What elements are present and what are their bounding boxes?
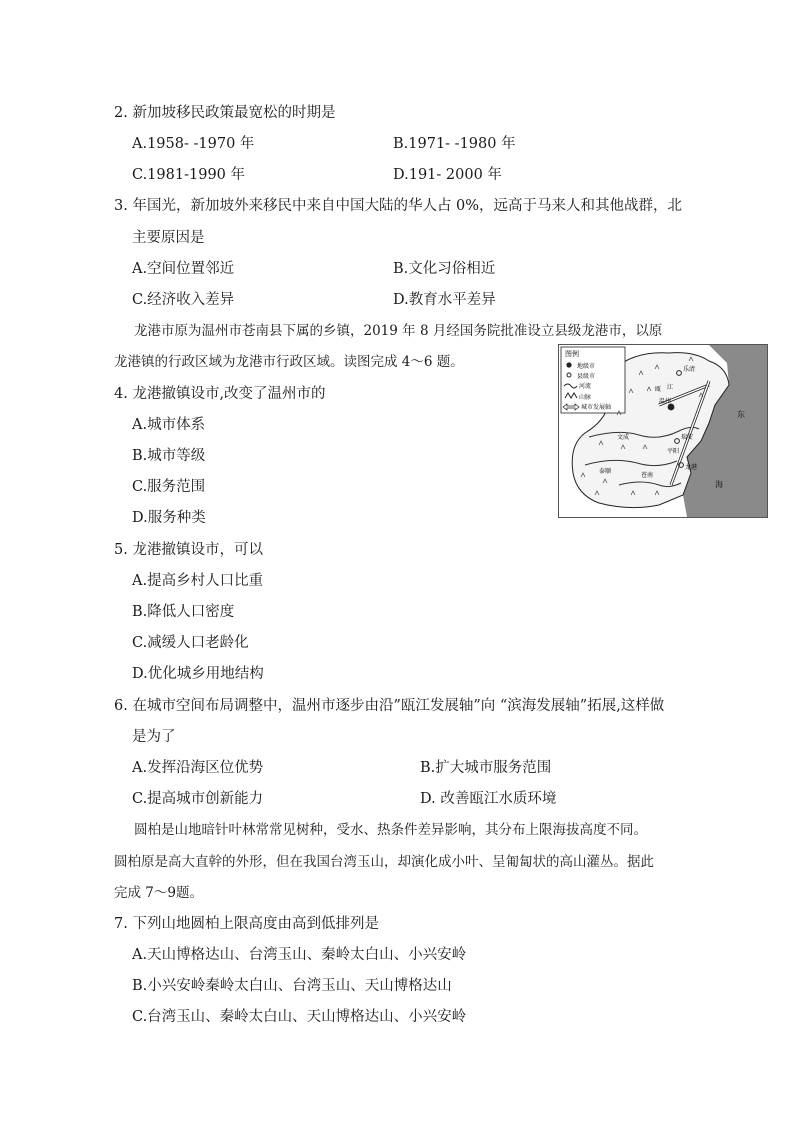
legend-item-county: 县级市 xyxy=(577,373,596,380)
label-jiang: 江 xyxy=(667,384,674,391)
q3-stem-line1: 3. 年国光，新加坡外来移民中来自中国大陆的华人占 0%，远高于马来人和其他战群，北 xyxy=(114,198,683,214)
q2-option-b: B.1971- -1980 年 xyxy=(393,136,516,152)
q2-option-a: A.1958- -1970 年 xyxy=(132,136,255,152)
q6-option-c: C.提高城市创新能力 xyxy=(132,791,264,807)
label-taishun: 泰顺 xyxy=(599,468,612,475)
label-ruian: 瑞安 xyxy=(681,434,694,441)
label-cangnan: 苍南 xyxy=(641,472,654,479)
q6-option-b: B.扩大城市服务范围 xyxy=(420,760,552,776)
label-yueqing: 乐清 xyxy=(683,366,696,373)
passage1-line1: 龙港市原为温州市苍南县下属的乡镇，2019 年 8 月经国务院批准设立县级龙港市，以原 xyxy=(134,323,663,339)
q4-option-a: A.城市体系 xyxy=(132,417,206,433)
q6-stem-line2: 是为了 xyxy=(132,729,176,745)
q7-option-c: C.台湾玉山、秦岭太白山、天山博格达山、小兴安岭 xyxy=(132,1009,467,1025)
legend-title: 图例 xyxy=(565,350,579,358)
q4-option-c: C.服务范围 xyxy=(132,479,206,495)
q3-option-b: B.文化习俗相近 xyxy=(393,261,496,277)
q5-option-c: C.减缓人口老龄化 xyxy=(132,635,249,651)
passage2-line3: 完成 7～9题。 xyxy=(114,885,203,901)
passage2-line1: 圆柏是山地暗针叶林常常见树种，受水、热条件差异影响，其分布上限海拔高度不同。 xyxy=(134,822,647,838)
q4-option-b: B.城市等级 xyxy=(132,448,206,464)
map-drawing xyxy=(559,345,767,517)
q2-option-c: C.1981-1990 年 xyxy=(132,167,245,183)
q5-option-a: A.提高乡村人口比重 xyxy=(132,573,264,589)
passage2-line2: 圆柏原是高大直幹的外形，但在我国台湾玉山，却演化成小叶、呈匍匐状的高山灌丛。据此 xyxy=(114,854,654,870)
passage1-line2: 龙港镇的行政区域为龙港市行政区域。读图完成 4～6 题。 xyxy=(114,354,464,370)
q7-option-a: A.天山博格达山、台湾玉山、秦岭太白山、小兴安岭 xyxy=(132,947,467,963)
label-longgang: 龙港 xyxy=(685,464,698,471)
q2-stem: 2. 新加坡移民政策最宽松的时期是 xyxy=(114,105,336,121)
sea-label-dong: 东 xyxy=(737,410,745,419)
q4-stem: 4. 龙港撤镇设市,改变了温州市的 xyxy=(114,386,326,402)
q2-option-d: D.191- 2000 年 xyxy=(393,167,502,183)
legend-item-river: 河流 xyxy=(579,383,592,390)
q3-option-a: A.空间位置邻近 xyxy=(132,261,235,277)
label-pingyang: 平阳 xyxy=(667,448,680,455)
label-ou: 瓯 xyxy=(655,386,662,393)
label-wencheng: 文成 xyxy=(617,434,630,441)
q7-stem: 7. 下列山地圆柏上限高度由高到低排列是 xyxy=(114,916,379,932)
q6-option-d: D. 改善瓯江水质环境 xyxy=(420,791,557,807)
q7-option-b: B.小兴安岭秦岭太白山、台湾玉山、天山博格达山 xyxy=(132,978,452,994)
q5-option-d: D.优化城乡用地结构 xyxy=(132,666,264,682)
q3-stem-line2: 主要原因是 xyxy=(132,230,205,246)
q3-option-c: C.经济收入差异 xyxy=(132,292,235,308)
q4-option-d: D.服务种类 xyxy=(132,510,206,526)
q5-stem: 5. 龙港撤镇设市，可以 xyxy=(114,542,263,558)
sea-label-hai: 海 xyxy=(715,480,723,489)
legend-item-mountain: 山脉 xyxy=(579,394,592,401)
longgang-map-figure xyxy=(558,344,768,518)
q5-option-b: B.降低人口密度 xyxy=(132,604,235,620)
q6-stem-line1: 6. 在城市空间布局调整中，温州市逐步由沿”瓯江发展轴”向 “滨海发展轴”拓展,这样做 xyxy=(114,698,665,714)
prefecture-city-icon xyxy=(566,362,571,367)
legend-item-prefecture: 地级市 xyxy=(577,363,596,370)
q3-option-d: D.教育水平差异 xyxy=(393,292,496,308)
q6-option-a: A.发挥沿海区位优势 xyxy=(132,760,264,776)
label-wenzhou: 温州 xyxy=(659,398,672,405)
legend-item-axis: 城市发展轴 xyxy=(581,404,612,411)
